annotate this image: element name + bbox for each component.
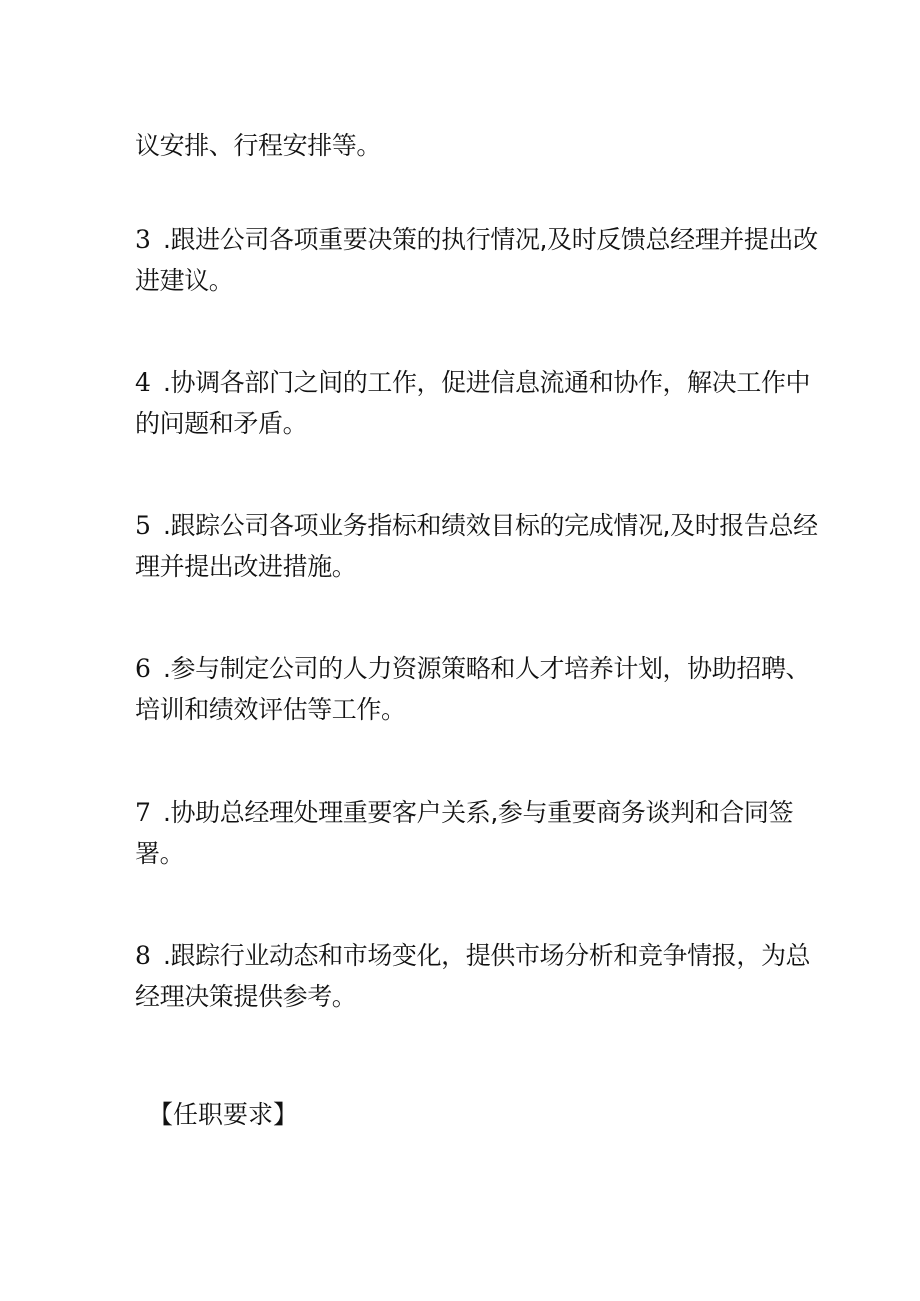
section-heading: 【任职要求】 — [148, 1100, 299, 1129]
paragraph-line — [135, 362, 811, 403]
list-item-7 — [135, 792, 794, 874]
item-number: 7 — [135, 798, 151, 827]
list-item-4 — [135, 362, 811, 444]
item-text: .协调各部门之间的工作，促进信息流通和协作，解决工作中 — [163, 368, 811, 397]
list-item-6 — [135, 648, 811, 730]
paragraph-line: 的问题和矛盾。 — [135, 409, 308, 438]
item-number: 6 — [135, 654, 151, 683]
item-number: 8 — [135, 941, 151, 970]
continued-paragraph — [135, 125, 785, 166]
item-text: .跟进公司各项重要决策的执行情况,及时反馈总经理并提出改 — [163, 225, 818, 254]
paragraph-line: 培训和绩效评估等工作。 — [135, 695, 406, 724]
item-number: 5 — [135, 511, 151, 540]
paragraph-line: 理并提出改进措施。 — [135, 552, 357, 581]
paragraph-line: 经理决策提供参考。 — [135, 982, 357, 1011]
item-number: 4 — [135, 368, 151, 397]
paragraph-line — [135, 648, 811, 689]
paragraph-line: 进建议。 — [135, 266, 234, 295]
paragraph-line: 议安排、行程安排等。 — [135, 131, 382, 160]
item-text: .参与制定公司的人力资源策略和人才培养计划，协助招聘、 — [163, 654, 811, 683]
paragraph-line: 署。 — [135, 839, 185, 868]
paragraph-line — [135, 219, 818, 260]
paragraph-line — [135, 935, 811, 976]
paragraph-line — [135, 505, 818, 546]
item-number: 3 — [135, 225, 151, 254]
list-item-5 — [135, 505, 818, 587]
item-text: .跟踪公司各项业务指标和绩效目标的完成情况,及时报告总经 — [163, 511, 818, 540]
list-item-3 — [135, 219, 818, 301]
list-item-8 — [135, 935, 811, 1017]
paragraph-line — [135, 792, 794, 833]
item-text: .跟踪行业动态和市场变化，提供市场分析和竞争情报，为总 — [163, 941, 811, 970]
item-text: .协助总经理处理重要客户关系,参与重要商务谈判和合同签 — [163, 798, 794, 827]
